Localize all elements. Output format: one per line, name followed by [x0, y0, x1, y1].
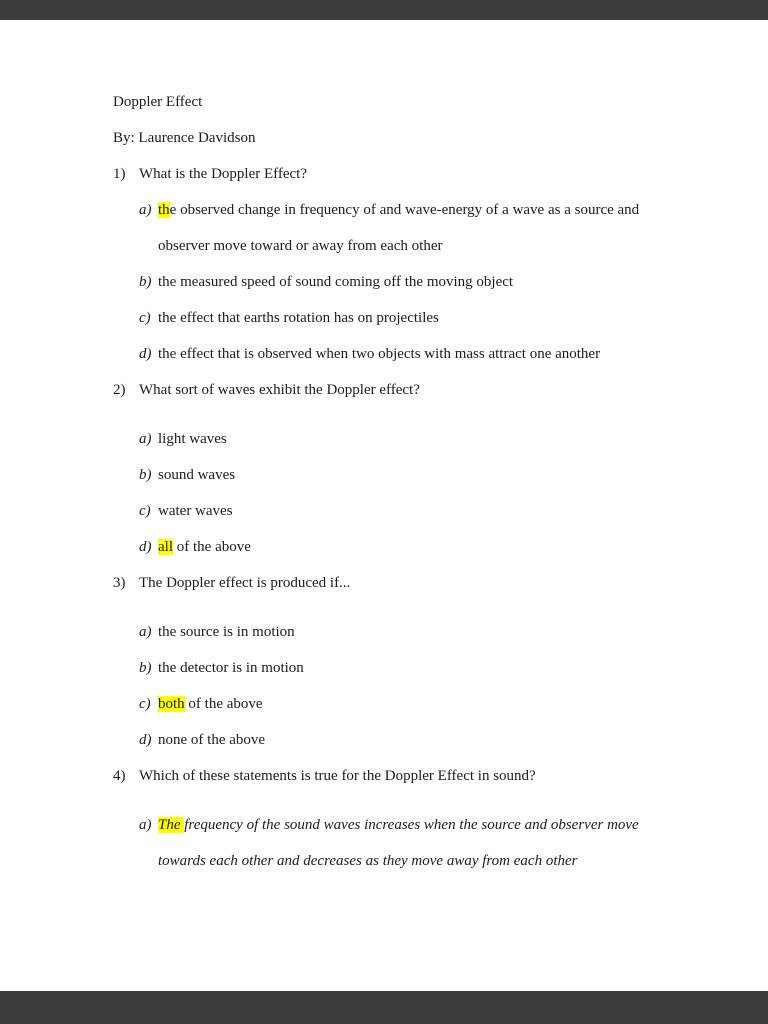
options-list: [139, 192, 668, 372]
option-text-segment: sound waves: [158, 467, 236, 483]
questions-list: [113, 156, 668, 879]
answer-option: [139, 686, 668, 722]
option-text-segment: the effect that is observed when two objects with mass attract one another: [158, 346, 601, 362]
question-line: [113, 372, 668, 408]
option-text-segment: none of the above: [158, 732, 266, 748]
option-text: [158, 192, 668, 264]
question-text: Which of these statements is true for the Doppler Effect in sound?: [139, 768, 536, 784]
option-text-segment: of the above: [184, 696, 263, 712]
question-text: What sort of waves exhibit the Doppler effect?: [139, 382, 420, 398]
question: [113, 156, 668, 372]
answer-option: [139, 421, 668, 457]
highlighted-text: th: [158, 202, 170, 218]
option-text: [158, 421, 668, 457]
answer-option: [139, 493, 668, 529]
option-text-segment: water waves: [158, 503, 233, 519]
option-text: [158, 493, 668, 529]
option-text: [158, 457, 668, 493]
option-text: [158, 300, 668, 336]
options-list: [139, 614, 668, 758]
options-list: [139, 421, 668, 565]
option-text: [158, 807, 668, 879]
question: [113, 372, 668, 565]
option-letter: a): [139, 202, 152, 218]
option-text-segment: the effect that earths rotation has on projectiles: [158, 310, 439, 326]
viewer-top-bar: [0, 0, 768, 20]
option-letter: c): [139, 310, 151, 326]
option-text: [158, 614, 668, 650]
option-text: [158, 686, 668, 722]
question-number: 1): [113, 166, 126, 182]
highlighted-text: both: [158, 696, 185, 712]
answer-option: [139, 264, 668, 300]
answer-option: [139, 529, 668, 565]
document-page: [0, 20, 768, 991]
document-title: Doppler Effect: [113, 94, 203, 110]
question-line: [113, 565, 668, 601]
option-text-segment: e observed change in frequency of and wave-energy of a wave as a source and: [169, 202, 640, 218]
document-byline: By: Laurence Davidson: [113, 130, 256, 146]
option-letter: d): [139, 539, 152, 555]
option-letter: b): [139, 274, 152, 290]
option-letter: a): [139, 431, 152, 447]
question-number: 4): [113, 768, 126, 784]
question-line: [113, 156, 668, 192]
answer-option: [139, 192, 668, 264]
option-text: [158, 529, 668, 565]
option-text-segment: towards each other and decreases as they move away from each other: [158, 853, 578, 869]
highlighted-text: all: [158, 539, 173, 555]
option-text-segment: the measured speed of sound coming off the moving object: [158, 274, 514, 290]
option-letter: c): [139, 503, 151, 519]
option-letter: a): [139, 817, 152, 833]
answer-option: [139, 457, 668, 493]
question-text: What is the Doppler Effect?: [139, 166, 307, 182]
question-number: 2): [113, 382, 126, 398]
highlighted-text: The: [158, 817, 185, 833]
option-text-segment: light waves: [158, 431, 227, 447]
answer-option: [139, 300, 668, 336]
answer-option: [139, 650, 668, 686]
question: [113, 565, 668, 758]
option-letter: d): [139, 346, 152, 362]
question-number: 3): [113, 575, 126, 591]
answer-option: [139, 722, 668, 758]
option-text-segment: frequency of the sound waves increases when the source and observer move: [184, 817, 639, 833]
answer-option: [139, 614, 668, 650]
option-text: [158, 264, 668, 300]
option-letter: a): [139, 624, 152, 640]
option-text-segment: the detector is in motion: [158, 660, 304, 676]
document-content: [0, 20, 768, 879]
question: [113, 758, 668, 879]
answer-option: [139, 807, 668, 879]
option-letter: c): [139, 696, 151, 712]
option-text: [158, 722, 668, 758]
option-letter: b): [139, 467, 152, 483]
viewer-bottom-bar: [0, 991, 768, 1024]
option-letter: b): [139, 660, 152, 676]
option-text-segment: observer move toward or away from each other: [158, 238, 443, 254]
question-line: [113, 758, 668, 794]
option-letter: d): [139, 732, 152, 748]
option-text-segment: the source is in motion: [158, 624, 295, 640]
option-text-segment: of the above: [173, 539, 251, 555]
question-text: The Doppler effect is produced if...: [139, 575, 351, 591]
option-text: [158, 650, 668, 686]
answer-option: [139, 336, 668, 372]
options-list: [139, 807, 668, 879]
option-text: [158, 336, 668, 372]
